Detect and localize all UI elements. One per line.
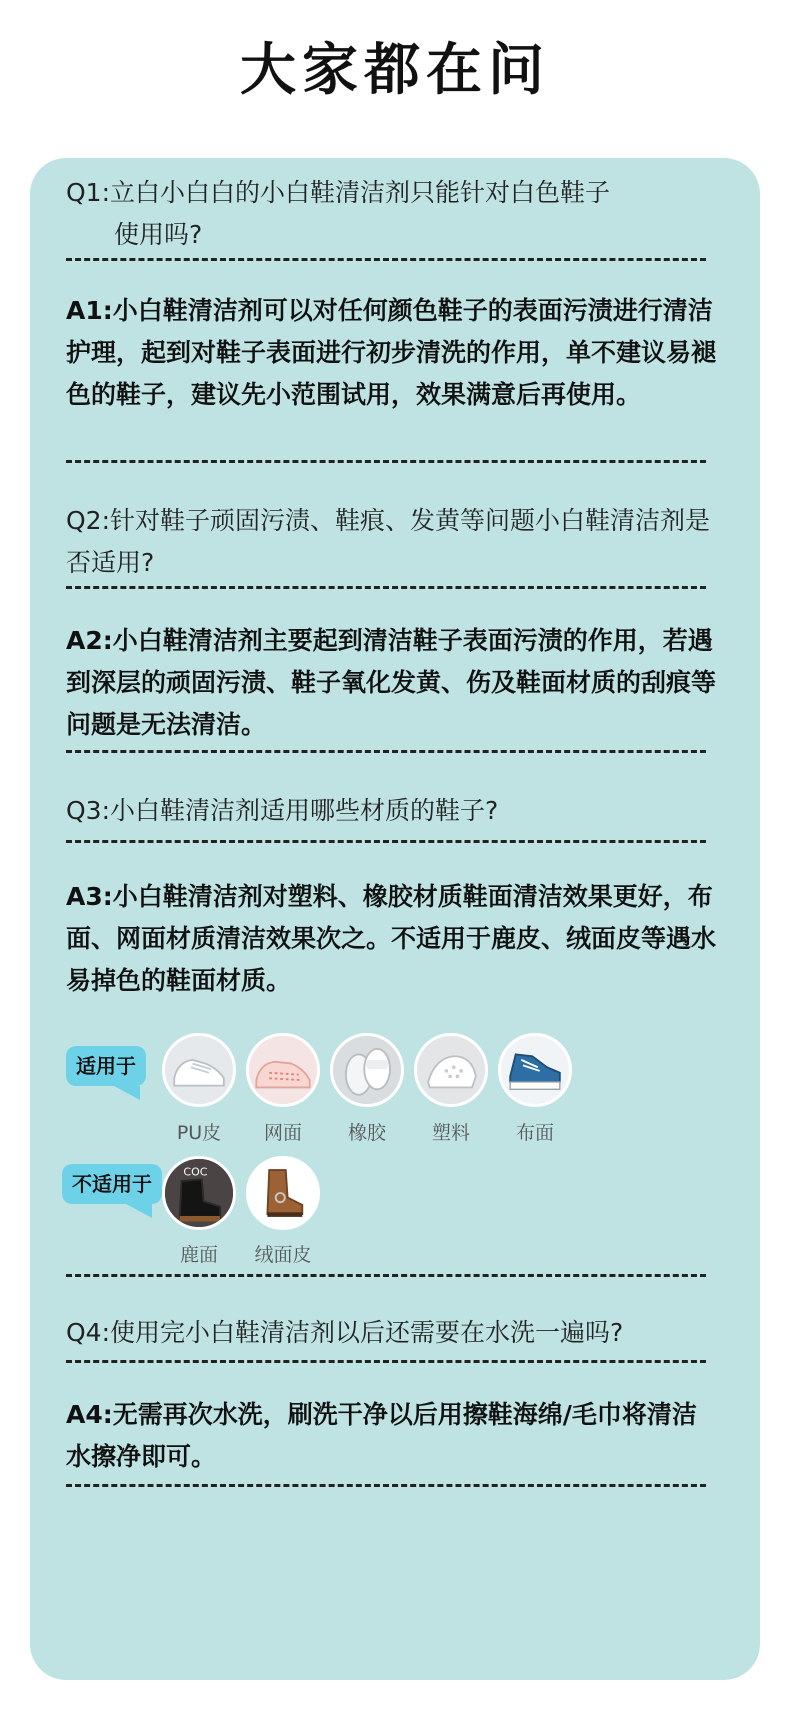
divider [66,1360,706,1363]
rubber-slide-icon [330,1033,404,1107]
suitable-tag: 适用于 [66,1046,146,1086]
mesh-sneaker-icon [246,1033,320,1107]
svg-text:COC: COC [183,1165,208,1179]
suede-boot-icon [246,1156,320,1230]
material-label: 橡胶 [347,1122,386,1144]
divider [66,1274,706,1277]
question-3: Q3:小白鞋清洁剂适用哪些材质的鞋子? [66,796,499,825]
material-label: 塑料 [431,1122,470,1144]
material-label: 网面 [263,1122,302,1144]
canvas-sneaker-icon [498,1033,572,1107]
answer-1: A1:小白鞋清洁剂可以对任何颜色鞋子的表面污渍进行清洁护理，起到对鞋子表面进行初步清洗的作用，单不建议易褪色的鞋子，建议先小范围试用，效果满意后再使用。 [66,296,717,409]
unsuitable-tag-tail [126,1204,152,1218]
answer-3: A3:小白鞋清洁剂对塑料、橡胶材质鞋面清洁效果更好，布面、网面材质清洁效果次之。不适用于鹿皮、绒面皮等遇水易掉色的鞋面材质。 [66,882,717,995]
question-1-line2: 使用吗? [114,220,203,249]
divider [66,258,706,261]
material-label: 绒面皮 [254,1244,312,1266]
page-title: 大家都在问 [240,38,550,103]
divider [66,1484,706,1487]
black-boot-icon [162,1156,236,1230]
material-label: 鹿面 [179,1244,218,1266]
question-1-prefix: Q1: [66,178,111,207]
material-label: PU皮 [176,1122,222,1144]
question-1 [66,172,716,256]
faq-card [30,158,760,1680]
suitable-tag-tail [114,1086,140,1100]
plastic-slipper-icon [414,1033,488,1107]
divider [66,840,706,843]
divider [66,586,706,589]
material-label: 布面 [515,1122,554,1144]
answer-2: A2:小白鞋清洁剂主要起到清洁鞋子表面污渍的作用，若遇到深层的顽固污渍、鞋子氧化发黄、伤及鞋面材质的刮痕等问题是无法清洁。 [66,626,717,739]
divider [66,750,706,753]
answer-4: A4:无需再次水洗，刷洗干净以后用擦鞋海绵/毛巾将清洁水擦净即可。 [66,1400,697,1471]
question-4: Q4:使用完小白鞋清洁剂以后还需要在水洗一遍吗? [66,1318,624,1347]
divider [66,460,706,463]
unsuitable-tag: 不适用于 [62,1164,162,1204]
white-sneaker-icon [162,1033,236,1107]
question-1-line1: 立白小白白的小白鞋清洁剂只能针对白色鞋子 [110,178,611,207]
question-2: Q2:针对鞋子顽固污渍、鞋痕、发黄等问题小白鞋清洁剂是否适用? [66,506,711,577]
